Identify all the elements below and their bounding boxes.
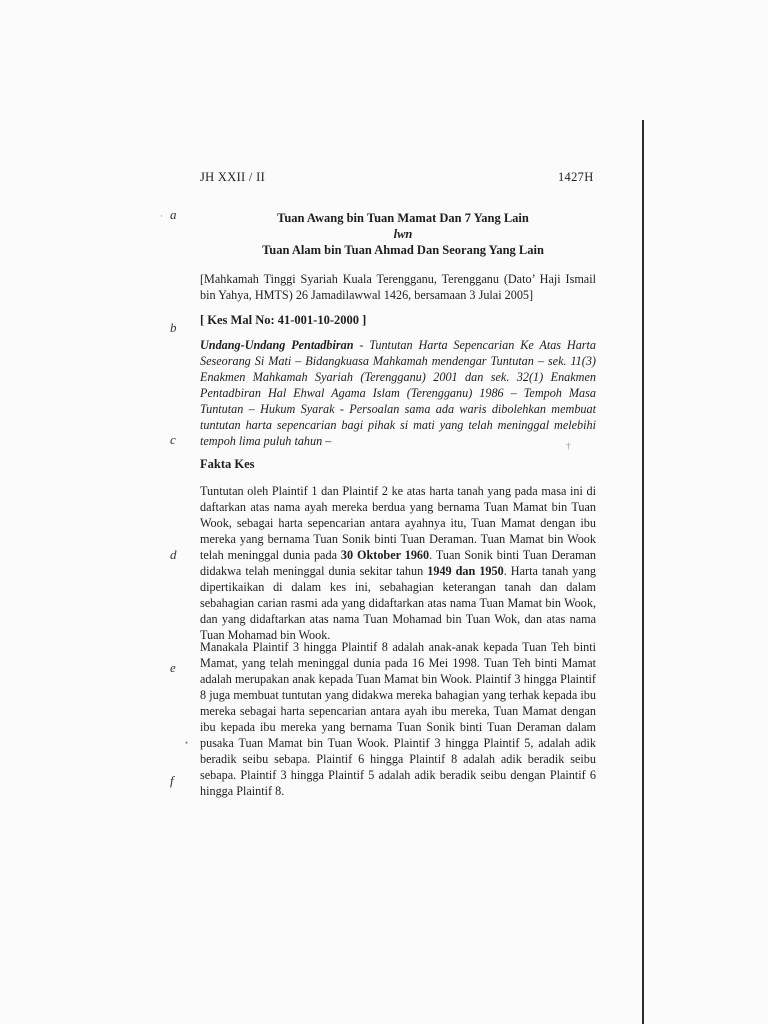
scan-speck: † — [566, 441, 571, 451]
death-date-highlight: 30 Oktober 1960 — [340, 548, 430, 562]
year-header: 1427H — [558, 170, 594, 184]
paragraph-1 — [200, 483, 596, 643]
margin-letter-a: a — [170, 207, 177, 222]
paragraph-2: Manakala Plaintif 3 hingga Plaintif 8 adalah anak-anak kepada Tuan Teh binti Mamat, yang telah meninggal dunia pada 16 Mei 1998. Tuan Teh binti Mamat adalah merupakan anak kepada Tuan Mamat bin Wook. Plaintif 3 hingga Plaintif 8 juga membuat tuntutan yang didakwa mereka bahagian yang terhak kepada ibu mereka sebagai harta sepencarian antara ayah ibu mereka, Tuan Mamat dengan ibu kepada ibu mereka yang bernama Tuan Sonik binti Tuan Deraman dalam pusaka Tuan Mamat bin Tuan Wook. Plaintif 3 hingga Plaintif 5, adalah adik beradik seibu sebapa. Plaintif 6 hingga Plaintif 8 adalah adik beradik seibu sebapa. Plaintif 3 hingga Plaintif 5 adalah adik beradik seibu dengan Plaintif 6 hingga Plaintif 8. — [200, 640, 596, 798]
catchwords-lead: Undang-Undang Pentadbiran — [200, 338, 354, 352]
court-info: [Mahkamah Tinggi Syariah Kuala Terengganu, Terengganu (Dato’ Haji Ismail bin Yahya, HMTS) 26 Jamadilawwal 1426, bersamaan 3 Julai 2005] — [200, 272, 596, 302]
years-highlight: 1949 dan 1950 — [427, 564, 504, 578]
case-number: [ Kes Mal No: 41-001-10-2000 ] — [200, 313, 367, 327]
case-title — [200, 210, 606, 258]
margin-letter-c: c — [170, 432, 176, 447]
margin-letter-b: b — [170, 320, 177, 335]
paragraph-1-part-3: . Harta tanah yang dipertikaikan di dalam kes ini, sebahagian keterangan tanah dan dalam sebahagian carian rasmi ada yang didaftarkan atas nama Tuan Mamat bin Wook, dan yang didaftarkan atas nama Tuan Mohamad bin Tuan Wok, dan atas nama Tuan Mohamad bin Wook. — [200, 564, 597, 642]
section-title: Fakta Kes — [200, 457, 255, 471]
catchwords — [200, 337, 596, 449]
binding-edge-line — [642, 120, 644, 1024]
margin-letter-f: f — [170, 773, 174, 788]
plaintiff-name: Tuan Awang bin Tuan Mamat Dan 7 Yang Lain — [277, 211, 529, 225]
paragraph-1-part-2: . Tuan Sonik binti Tuan Deraman didakwa telah meninggal dunia sekitar tahun — [200, 548, 596, 578]
paragraph-1-part-1: Tuntutan oleh Plaintif 1 dan Plaintif 2 ke atas harta tanah yang pada masa ini di daftarkan atas nama ayah mereka berdua yang bernama Tuan Mamat bin Tuan Wook, sebagai harta sepencarian antara ayahnya itu, Tuan Mamat dengan ibu mereka yang bernama Tuan Sonik binti Tuan Deraman. Tuan Mamat bin Wook telah meninggal dunia pada — [200, 484, 596, 562]
margin-letter-d: d — [170, 547, 177, 562]
journal-header: JH XXII / II — [200, 170, 266, 184]
scan-speck: • — [185, 738, 189, 748]
margin-letter-e: e — [170, 660, 176, 675]
scan-speck: · — [160, 211, 163, 221]
versus-label: lwn — [393, 227, 413, 241]
catchwords-text: - Tuntutan Harta Sepencarian Ke Atas Harta Seseorang Si Mati – Bidangkuasa Mahkamah mendengar Tuntutan – sek. 11(3) Enakmen Mahkamah Syariah (Terengganu) 2001 dan sek. 32(1) Enakmen Pentadbiran Hal Ehwal Agama Islam (Terengganu) 1986 – Tempoh Masa Tuntutan – Hukum Syarak - Persoalan sama ada waris dibolehkan membuat tuntutan harta sepencarian bagi pihak si mati yang telah meninggal melebihi tempoh lima puluh tahun – — [200, 338, 597, 448]
defendant-name: Tuan Alam bin Tuan Ahmad Dan Seorang Yang Lain — [262, 243, 544, 257]
